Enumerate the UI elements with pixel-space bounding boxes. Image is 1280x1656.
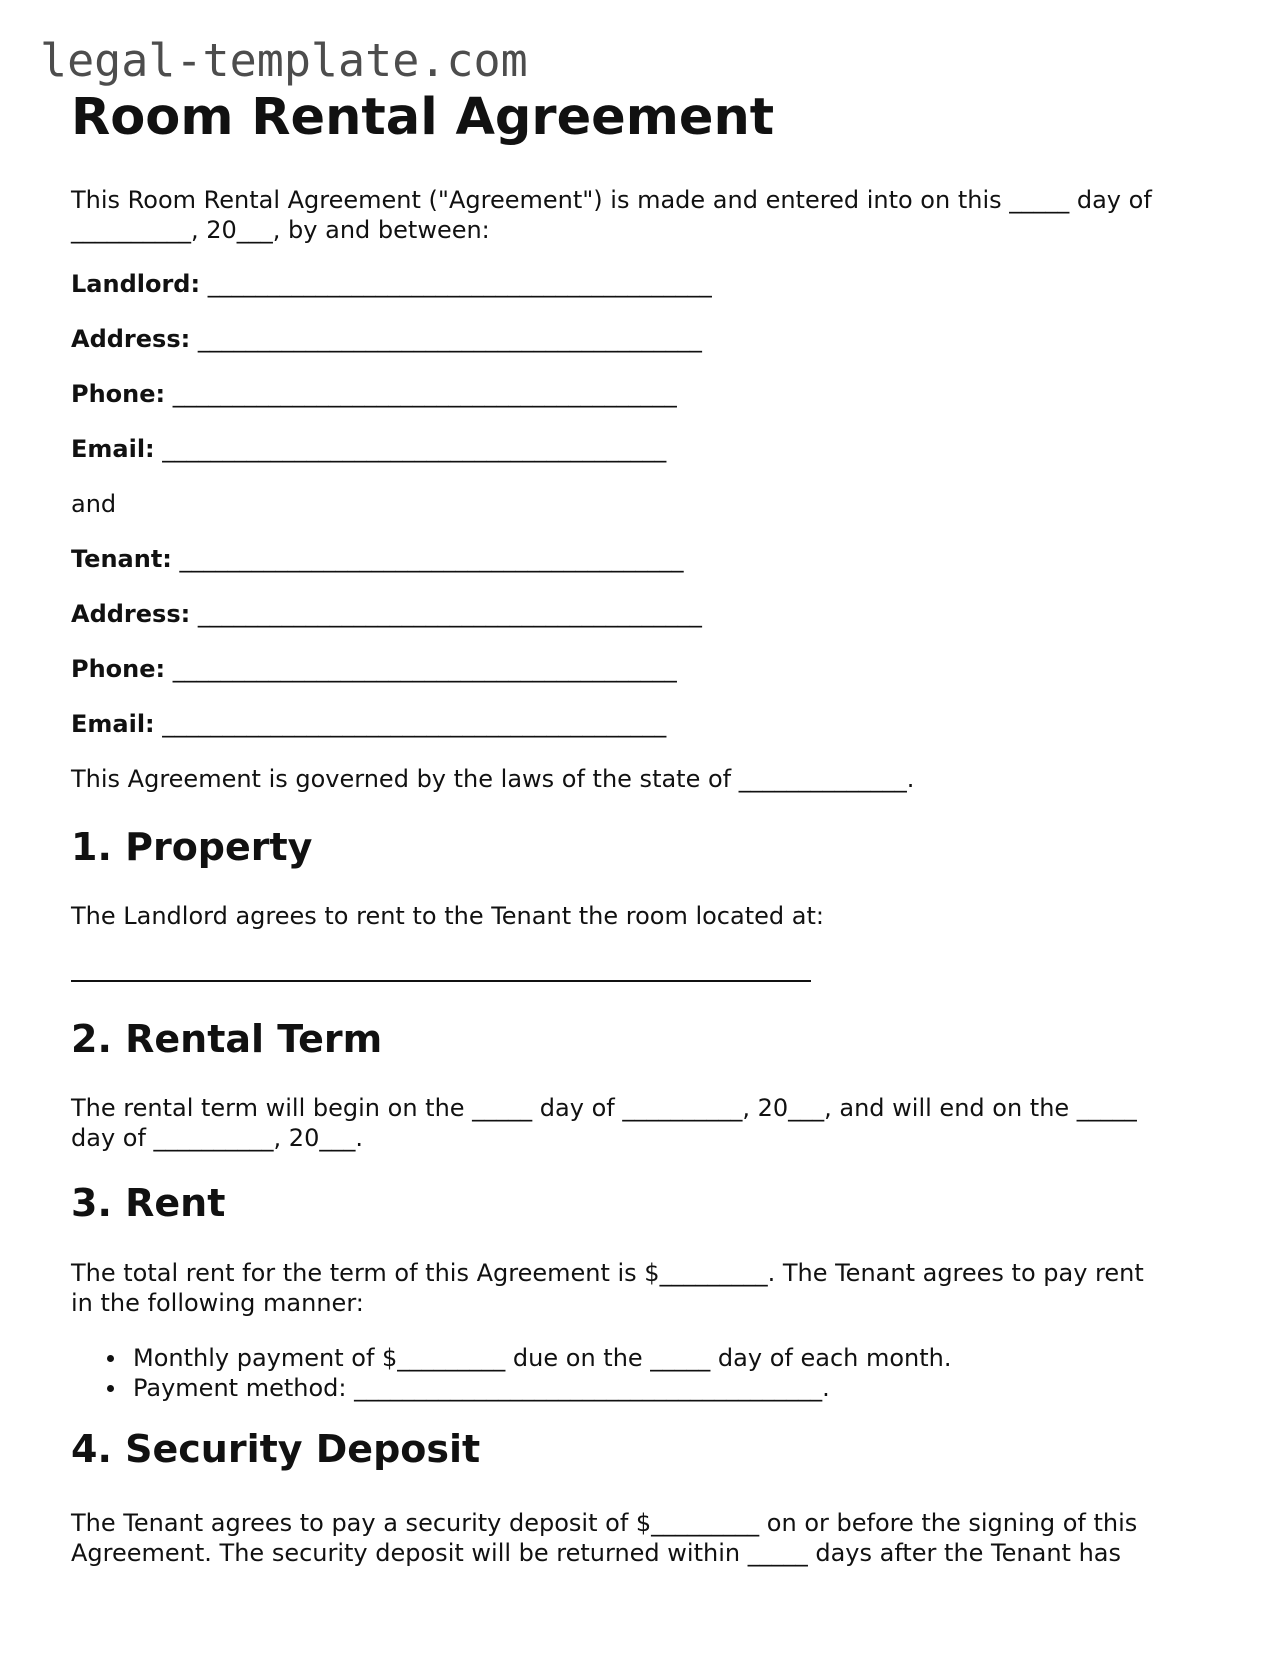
- section-rent-heading: 3. Rent: [71, 1181, 226, 1225]
- rental-term-line-2: day of __________, 20___.: [71, 1124, 363, 1152]
- section-property-heading: 1. Property: [71, 825, 313, 869]
- landlord-name-blank[interactable]: __________________________________________: [207, 270, 712, 298]
- rent-line-1: The total rent for the term of this Agreement is $_________. The Tenant agrees to pay rent: [71, 1259, 1144, 1287]
- intro-line-2: __________, 20___, by and between:: [71, 216, 490, 244]
- rent-line-2: in the following manner:: [71, 1289, 364, 1317]
- page-title: Room Rental Agreement: [71, 88, 775, 147]
- landlord-name-label: Landlord:: [71, 270, 201, 298]
- landlord-address-row: [71, 324, 702, 354]
- tenant-address-row: [71, 599, 702, 629]
- section-rental-term-heading: 2. Rental Term: [71, 1017, 383, 1061]
- tenant-name-blank[interactable]: __________________________________________: [179, 545, 684, 573]
- tenant-phone-blank[interactable]: __________________________________________: [172, 655, 677, 683]
- governing-law-text: This Agreement is governed by the laws of the state of ______________.: [71, 765, 915, 793]
- rent-bullet-monthly: Monthly payment of $_________ due on the _____ day of each month.: [133, 1344, 952, 1372]
- bullet-icon: [107, 1355, 114, 1362]
- landlord-email-row: [71, 434, 666, 464]
- security-deposit-line-1: The Tenant agrees to pay a security deposit of $_________ on or before the signing of this: [71, 1509, 1138, 1537]
- tenant-name-row: [71, 544, 684, 574]
- landlord-address-label: Address:: [71, 325, 191, 353]
- rent-bullet-method: Payment method: _______________________________________.: [133, 1374, 830, 1402]
- landlord-email-label: Email:: [71, 435, 155, 463]
- property-address-blank[interactable]: [71, 980, 811, 982]
- landlord-email-blank[interactable]: __________________________________________: [162, 435, 667, 463]
- landlord-phone-label: Phone:: [71, 380, 166, 408]
- list-item: [71, 1343, 952, 1373]
- tenant-address-label: Address:: [71, 600, 191, 628]
- landlord-address-blank[interactable]: __________________________________________: [197, 325, 702, 353]
- section-security-deposit-heading: 4. Security Deposit: [71, 1427, 481, 1471]
- intro-line-1: This Room Rental Agreement ("Agreement") is made and entered into on this _____ day of: [71, 186, 1152, 214]
- rental-term-line-1: The rental term will begin on the _____ day of __________, 20___, and will end on the _____: [71, 1094, 1137, 1122]
- and-text: and: [71, 490, 117, 518]
- section-property-text: The Landlord agrees to rent to the Tenant the room located at:: [71, 902, 824, 930]
- tenant-name-label: Tenant:: [71, 545, 172, 573]
- tenant-email-blank[interactable]: __________________________________________: [162, 710, 667, 738]
- landlord-phone-row: [71, 379, 677, 409]
- tenant-phone-label: Phone:: [71, 655, 166, 683]
- security-deposit-line-2: Agreement. The security deposit will be returned within _____ days after the Tenant has: [71, 1539, 1121, 1567]
- landlord-phone-blank[interactable]: __________________________________________: [172, 380, 677, 408]
- watermark-text: legal-template.com: [40, 34, 528, 87]
- tenant-address-blank[interactable]: __________________________________________: [197, 600, 702, 628]
- tenant-phone-row: [71, 654, 677, 684]
- bullet-icon: [107, 1385, 114, 1392]
- tenant-email-label: Email:: [71, 710, 155, 738]
- list-item: [71, 1373, 952, 1403]
- rent-payment-list: [71, 1343, 952, 1403]
- landlord-name-row: [71, 269, 712, 299]
- tenant-email-row: [71, 709, 666, 739]
